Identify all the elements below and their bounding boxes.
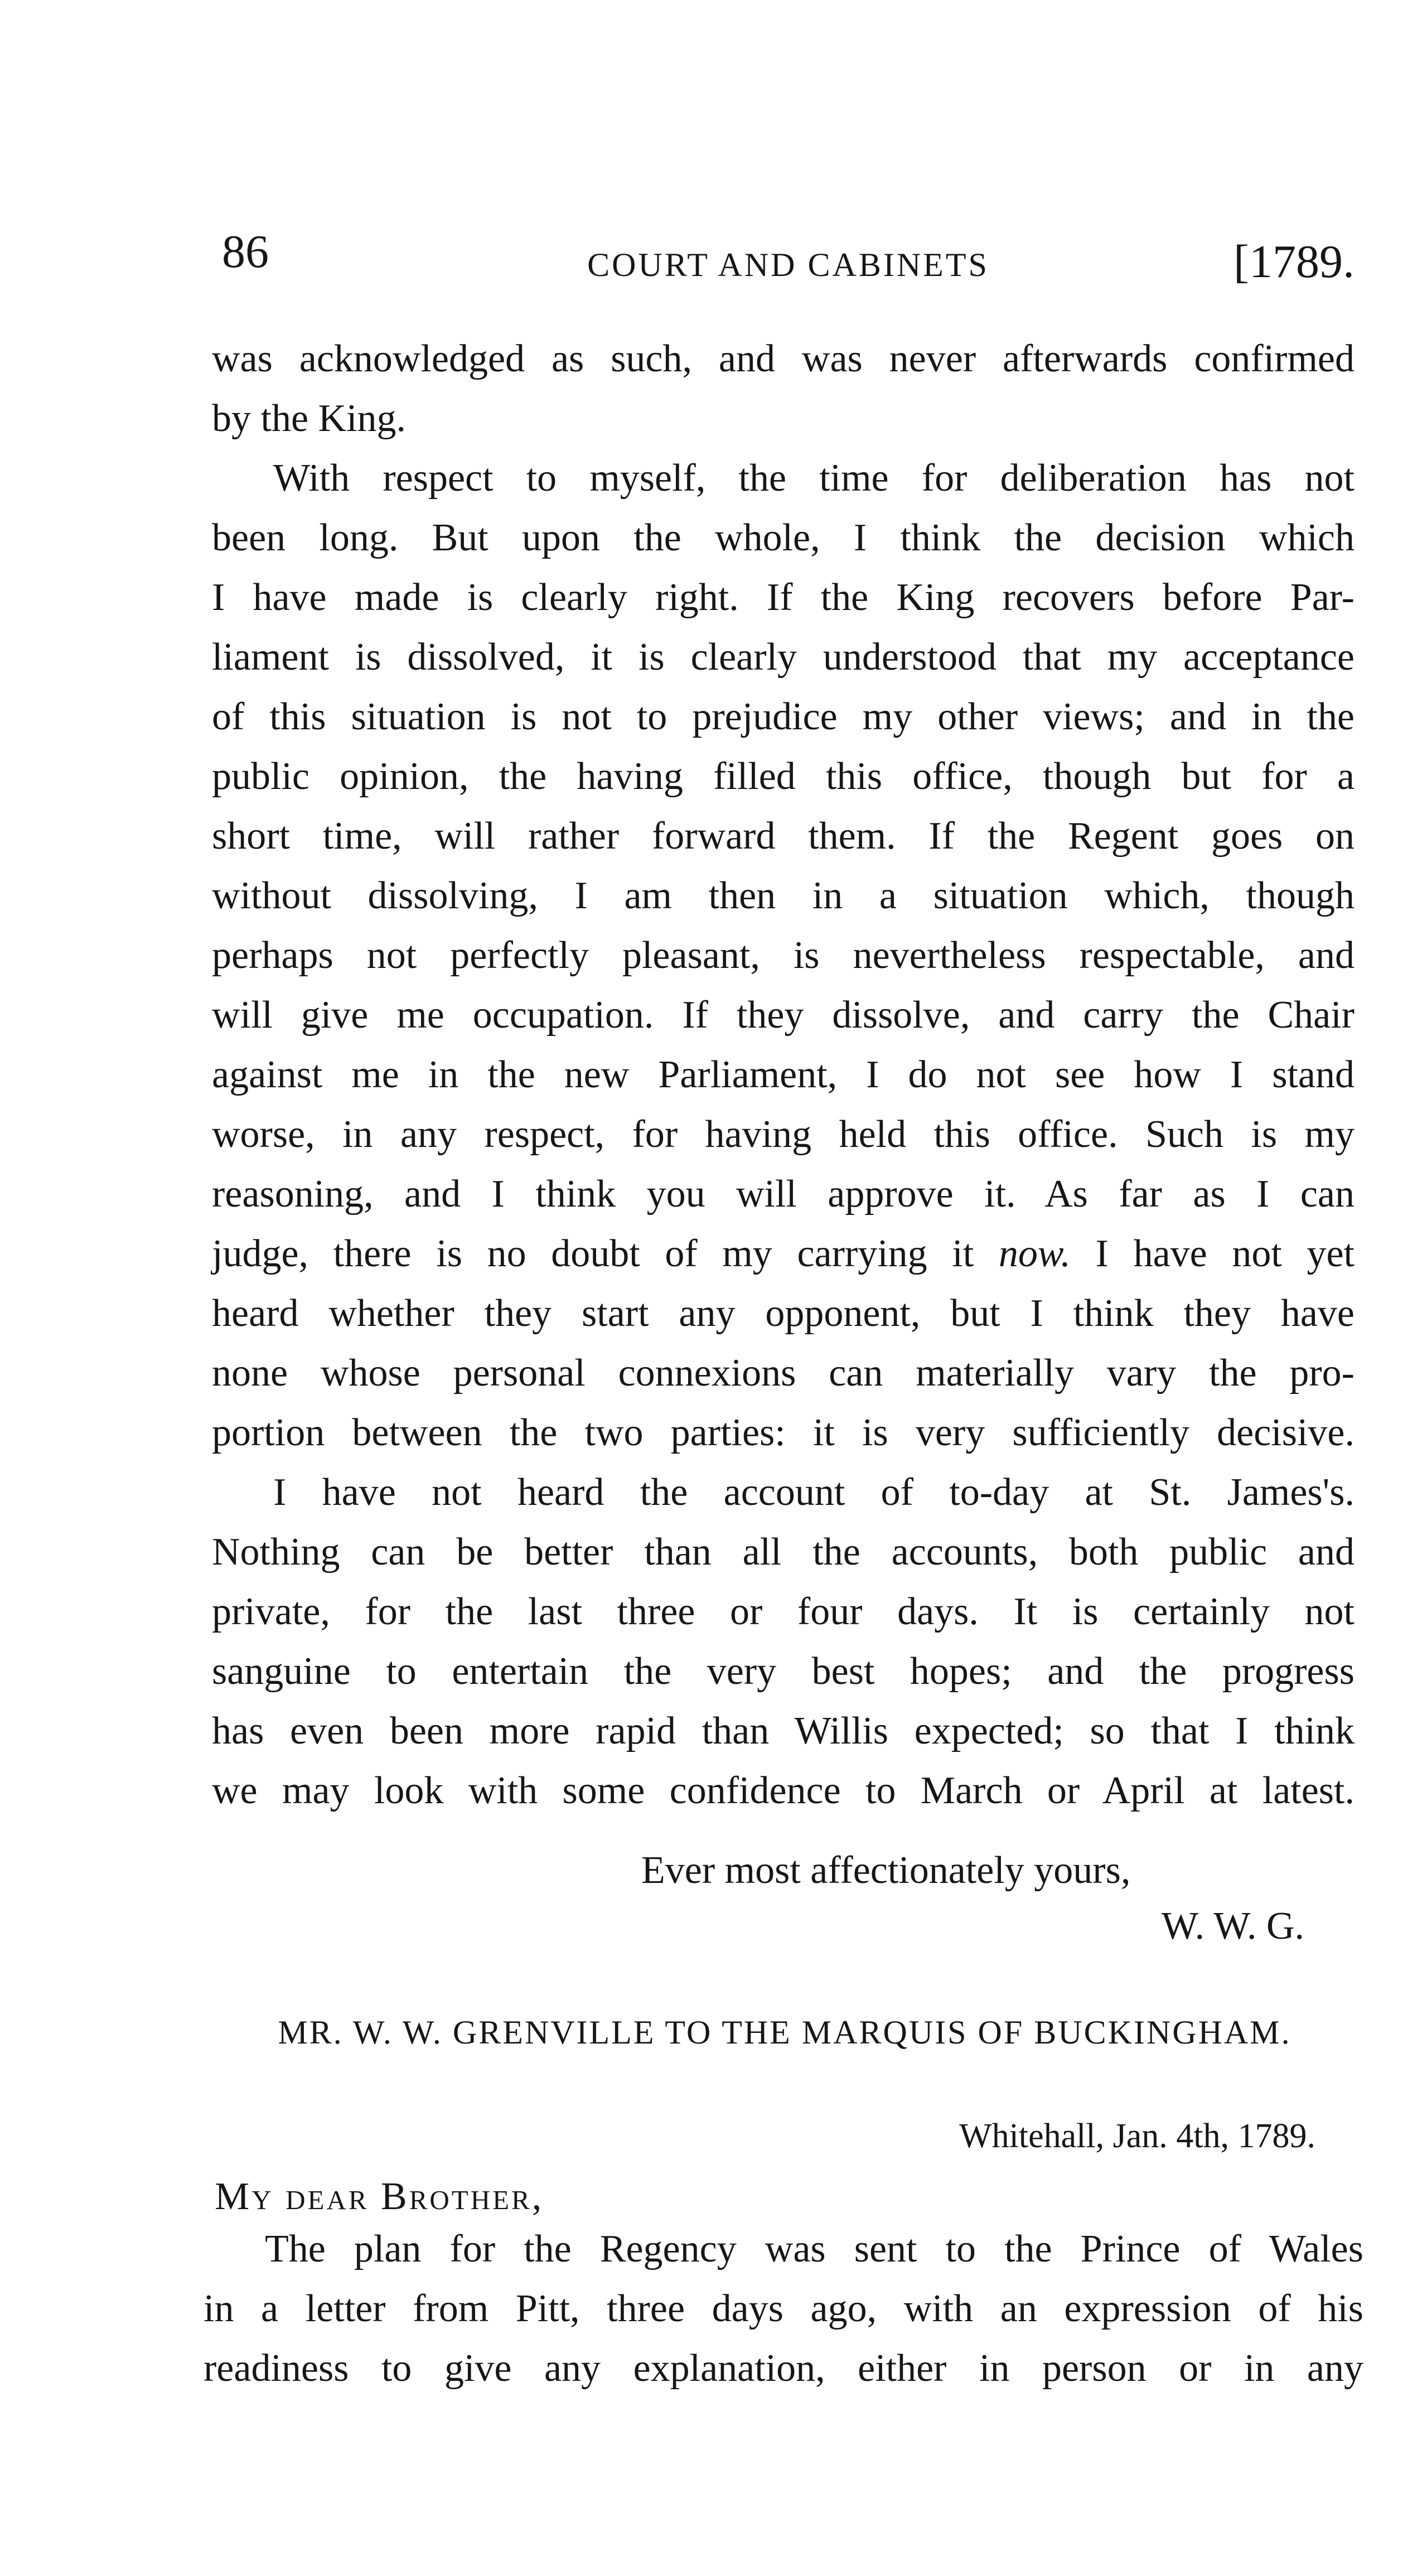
text-line: I have made is clearly right. If the King recovers before Par- — [212, 576, 1355, 619]
text-line: was acknowledged as such, and was never afterwards confirmed — [212, 337, 1355, 380]
running-year: [1789. — [1233, 236, 1355, 288]
text-line: none whose personal connexions can materially vary the pro- — [212, 1352, 1355, 1394]
text-line: Nothing can be better than all the accounts, both public and — [212, 1531, 1355, 1573]
text-line: worse, in any respect, for having held this office. Such is my — [212, 1113, 1355, 1156]
text-line: perhaps not perfectly pleasant, is nevertheless respectable, and — [212, 934, 1355, 977]
text-segment: I have not yet — [1070, 1232, 1355, 1275]
body-text — [212, 329, 1355, 1820]
text-segment: judge, there is no doubt of my carrying it — [212, 1232, 999, 1275]
text-line: With respect to myself, the time for deliberation has not — [273, 457, 1355, 500]
running-title: COURT AND CABINETS — [587, 246, 989, 283]
valediction: Ever most affectionately yours, — [641, 1849, 1131, 1892]
text-line: I have not heard the account of to-day at St. James's. — [273, 1471, 1355, 1514]
paragraph — [212, 448, 1355, 1463]
text-line: short time, will rather forward them. If the Regent goes on — [212, 815, 1355, 858]
letter-salutation: My dear Brother, — [215, 2175, 544, 2218]
text-line: in a letter from Pitt, three days ago, with an expression of his — [204, 2287, 1363, 2330]
text-line: without dissolving, I am then in a situation which, though — [212, 874, 1355, 917]
text-line: of this situation is not to prejudice my other views; and in the — [212, 695, 1355, 738]
text-line: reasoning, and I think you will approve it. As far as I can — [212, 1173, 1355, 1216]
text-line: will give me occupation. If they dissolve, and carry the Chair — [212, 994, 1355, 1037]
emphasis-now: now. — [998, 1232, 1071, 1275]
text-line: portion between the two parties: it is very sufficiently decisive. — [212, 1411, 1355, 1454]
text-line: readiness to give any explanation, either in person or in any — [204, 2347, 1363, 2390]
text-line: public opinion, the having filled this office, though but for a — [212, 755, 1355, 798]
paragraph-continuation — [212, 329, 1355, 448]
text-line: The plan for the Regency was sent to the Prince of Wales — [265, 2228, 1363, 2270]
text-line: private, for the last three or four days. It is certainly not — [212, 1590, 1355, 1633]
letter-body — [204, 2219, 1363, 2398]
text-line: by the King. — [212, 397, 407, 440]
page-number: 86 — [222, 226, 269, 278]
paragraph — [204, 2219, 1363, 2398]
text-line: against me in the new Parliament, I do not see how I stand — [212, 1053, 1355, 1096]
letter-heading: MR. W. W. GRENVILLE TO THE MARQUIS OF BUCKINGHAM. — [278, 2014, 1291, 2051]
text-line — [212, 1224, 1355, 1284]
text-line: heard whether they start any opponent, but I think they have — [212, 1292, 1355, 1335]
text-line: been long. But upon the whole, I think the decision which — [212, 516, 1355, 559]
text-line: sanguine to entertain the very best hopes; and the progress — [212, 1650, 1355, 1693]
text-line: has even been more rapid than Willis expected; so that I think — [212, 1710, 1355, 1752]
running-head — [222, 223, 1355, 307]
paragraph — [212, 1463, 1355, 1820]
text-line: liament is dissolved, it is clearly understood that my acceptance — [212, 636, 1355, 679]
signature: W. W. G. — [1161, 1905, 1304, 1948]
text-line: we may look with some confidence to March or April at latest. — [212, 1769, 1355, 1812]
letter-dateline: Whitehall, Jan. 4th, 1789. — [959, 2117, 1315, 2155]
